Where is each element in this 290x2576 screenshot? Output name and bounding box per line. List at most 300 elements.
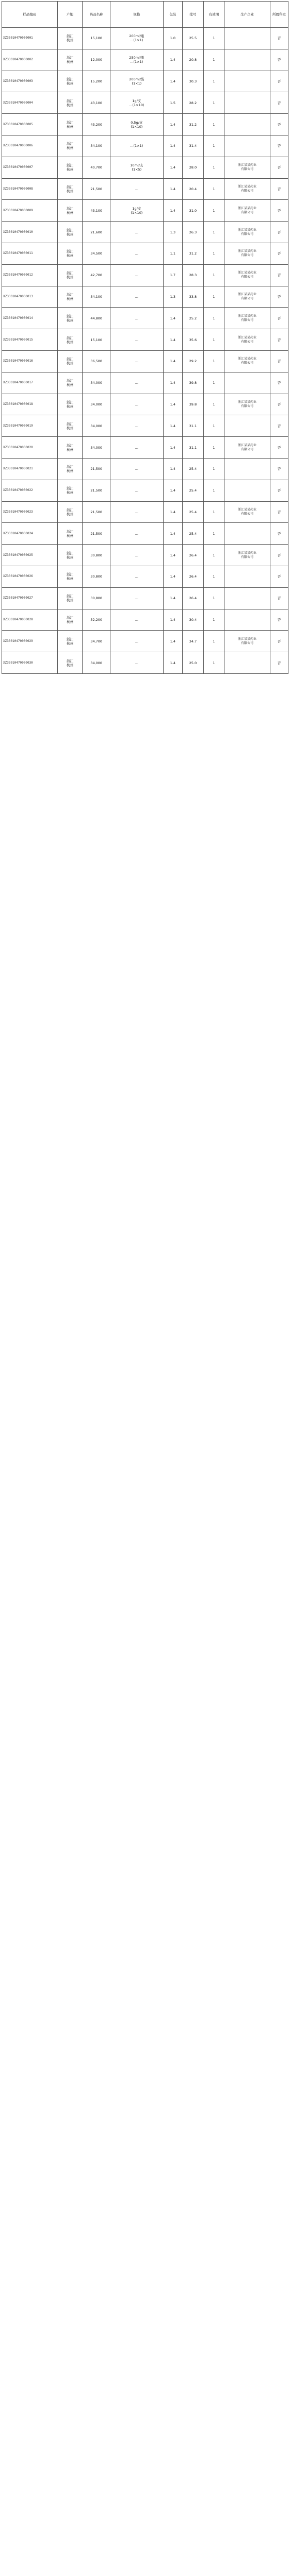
table-cell: 1.4 xyxy=(163,415,183,437)
header-cell: 批号 xyxy=(183,2,203,28)
table-cell: 40,700 xyxy=(83,157,110,178)
table-cell: 31.0 xyxy=(183,200,203,222)
table-cell: 1.4 xyxy=(163,480,183,501)
table-cell: 浙江 杭州 xyxy=(57,350,82,372)
table-row xyxy=(2,631,288,652)
table-cell: 1 xyxy=(203,609,224,631)
table-cell: 1 xyxy=(203,178,224,200)
table-cell: 否 xyxy=(270,222,288,243)
table-cell: 25.0 xyxy=(183,652,203,674)
table-cell: 28.2 xyxy=(183,92,203,114)
table-cell: 浙江某某药业 有限公司 xyxy=(224,178,270,200)
table-cell xyxy=(224,566,270,587)
table-cell: 浙江 杭州 xyxy=(57,566,82,587)
table-cell: 1.4 xyxy=(163,157,183,178)
table-cell: 浙江 杭州 xyxy=(57,308,82,329)
table-cell: ... xyxy=(110,415,163,437)
table-cell: 1 xyxy=(203,523,224,545)
table-cell: 否 xyxy=(270,243,288,264)
table-row xyxy=(2,587,288,609)
table-cell: 否 xyxy=(270,437,288,459)
table-cell: 浙江 杭州 xyxy=(57,49,82,71)
table-cell xyxy=(224,71,270,92)
table-cell: XZ33010470000009 xyxy=(2,200,58,222)
table-cell: 43,200 xyxy=(83,114,110,135)
table-cell: 33.8 xyxy=(183,286,203,308)
table-row xyxy=(2,523,288,545)
table-cell: XZ33010470000002 xyxy=(2,49,58,71)
table-cell: XZ33010470000022 xyxy=(2,480,58,501)
header-cell: 样品编码 xyxy=(2,2,58,28)
table-cell: 1 xyxy=(203,566,224,587)
table-cell: 30,800 xyxy=(83,566,110,587)
table-cell: 1 xyxy=(203,286,224,308)
table-row xyxy=(2,415,288,437)
table-cell: 1 xyxy=(203,28,224,49)
table-cell: 浙江 杭州 xyxy=(57,458,82,480)
table-cell: 浙江某某药业 有限公司 xyxy=(224,222,270,243)
table-cell xyxy=(224,92,270,114)
table-cell: 26.4 xyxy=(183,566,203,587)
table-cell: 否 xyxy=(270,178,288,200)
table-cell: XZ33010470000024 xyxy=(2,523,58,545)
table-row xyxy=(2,92,288,114)
table-cell: 10ml/支 (1×5) xyxy=(110,157,163,178)
table-row xyxy=(2,394,288,415)
table-row xyxy=(2,372,288,394)
table-cell: 34,100 xyxy=(83,135,110,157)
table-row xyxy=(2,480,288,501)
table-row xyxy=(2,114,288,135)
table-cell: 25.4 xyxy=(183,480,203,501)
table-row xyxy=(2,222,288,243)
table-cell: 否 xyxy=(270,200,288,222)
table-cell: 34,000 xyxy=(83,372,110,394)
table-cell: 浙江某某药业 有限公司 xyxy=(224,437,270,459)
table-cell: ... xyxy=(110,566,163,587)
table-cell: 1 xyxy=(203,135,224,157)
table-cell: 21,500 xyxy=(83,178,110,200)
table-cell: 1 xyxy=(203,545,224,566)
table-cell: 否 xyxy=(270,28,288,49)
table-cell xyxy=(224,28,270,49)
table-cell: ...(1×1) xyxy=(110,135,163,157)
table-cell: 1 xyxy=(203,71,224,92)
table-cell: 21,500 xyxy=(83,523,110,545)
table-cell: 34,500 xyxy=(83,243,110,264)
table-cell: 1 xyxy=(203,501,224,523)
table-cell: 1 xyxy=(203,92,224,114)
table-row xyxy=(2,329,288,351)
table-cell: 34,700 xyxy=(83,631,110,652)
table-cell xyxy=(224,415,270,437)
table-cell: 34,000 xyxy=(83,394,110,415)
table-cell: ... xyxy=(110,501,163,523)
table-cell: XZ33010470000025 xyxy=(2,545,58,566)
table-cell: 否 xyxy=(270,480,288,501)
table-cell: 1.4 xyxy=(163,631,183,652)
table-cell: XZ33010470000016 xyxy=(2,350,58,372)
header-cell: 规格 xyxy=(110,2,163,28)
table-cell: 1 xyxy=(203,480,224,501)
table-row xyxy=(2,652,288,674)
header-cell: 所属科室 xyxy=(270,2,288,28)
table-cell: ... xyxy=(110,350,163,372)
table-cell xyxy=(224,480,270,501)
table-cell: 1.4 xyxy=(163,372,183,394)
table-cell: 否 xyxy=(270,501,288,523)
table-cell: 否 xyxy=(270,114,288,135)
table-cell: 43,100 xyxy=(83,92,110,114)
table-cell: XZ33010470000013 xyxy=(2,286,58,308)
table-cell: 1 xyxy=(203,350,224,372)
table-cell: 浙江某某药业 有限公司 xyxy=(224,350,270,372)
table-cell xyxy=(224,523,270,545)
table-cell xyxy=(224,458,270,480)
table-cell: 30.3 xyxy=(183,71,203,92)
table-cell: 否 xyxy=(270,458,288,480)
table-cell: 21,500 xyxy=(83,458,110,480)
table-cell: 15,100 xyxy=(83,28,110,49)
table-cell: ... xyxy=(110,372,163,394)
table-cell: 26.4 xyxy=(183,587,203,609)
table-cell: 30.4 xyxy=(183,609,203,631)
table-cell: 1 xyxy=(203,264,224,286)
table-cell: 43,100 xyxy=(83,200,110,222)
table-cell xyxy=(224,49,270,71)
table-cell: 1 xyxy=(203,372,224,394)
table-cell: 浙江某某药业 有限公司 xyxy=(224,545,270,566)
table-row xyxy=(2,458,288,480)
table-cell: 26.3 xyxy=(183,222,203,243)
table-cell: 浙江 杭州 xyxy=(57,609,82,631)
table-cell: XZ33010470000027 xyxy=(2,587,58,609)
table-cell: 1.4 xyxy=(163,458,183,480)
table-cell: XZ33010470000020 xyxy=(2,437,58,459)
table-cell: 34,000 xyxy=(83,437,110,459)
table-cell: 浙江 杭州 xyxy=(57,114,82,135)
table-body xyxy=(2,28,288,674)
table-cell: XZ33010470000030 xyxy=(2,652,58,674)
table-cell: 1.4 xyxy=(163,350,183,372)
table-cell: 34,000 xyxy=(83,652,110,674)
table-cell: 1.7 xyxy=(163,264,183,286)
table-cell: 1 xyxy=(203,243,224,264)
table-cell: 29.2 xyxy=(183,350,203,372)
table-cell: 浙江某某药业 有限公司 xyxy=(224,243,270,264)
table-cell: 浙江 杭州 xyxy=(57,71,82,92)
table-cell: XZ33010470000003 xyxy=(2,71,58,92)
table-row xyxy=(2,609,288,631)
table-cell: 1g/支 (1×10) xyxy=(110,200,163,222)
table-cell: XZ33010470000015 xyxy=(2,329,58,351)
table-cell: 1 xyxy=(203,458,224,480)
table-cell: ... xyxy=(110,545,163,566)
table-cell: 浙江 杭州 xyxy=(57,178,82,200)
table-row xyxy=(2,286,288,308)
table-cell: 浙江 杭州 xyxy=(57,415,82,437)
table-cell: 否 xyxy=(270,523,288,545)
table-cell: ... xyxy=(110,178,163,200)
document-sheet xyxy=(0,1,290,2576)
table-cell: XZ33010470000004 xyxy=(2,92,58,114)
table-cell: XZ33010470000007 xyxy=(2,157,58,178)
table-cell: 1 xyxy=(203,222,224,243)
table-row xyxy=(2,243,288,264)
table-cell: 浙江某某药业 有限公司 xyxy=(224,200,270,222)
table-cell: 21,500 xyxy=(83,501,110,523)
table-cell: XZ33010470000026 xyxy=(2,566,58,587)
table-row xyxy=(2,157,288,178)
table-cell xyxy=(224,587,270,609)
table-cell: XZ33010470000023 xyxy=(2,501,58,523)
table-cell: ... xyxy=(110,286,163,308)
table-cell: XZ33010470000008 xyxy=(2,178,58,200)
table-row xyxy=(2,264,288,286)
table-cell: XZ33010470000019 xyxy=(2,415,58,437)
table-cell: 浙江 杭州 xyxy=(57,587,82,609)
table-cell: ... xyxy=(110,587,163,609)
table-cell: 1 xyxy=(203,587,224,609)
table-cell: 否 xyxy=(270,286,288,308)
table-cell xyxy=(224,609,270,631)
table-cell: 0.5g/支 (1×10) xyxy=(110,114,163,135)
table-cell: 35.6 xyxy=(183,329,203,351)
table-cell: 20.4 xyxy=(183,178,203,200)
table-cell: 1 xyxy=(203,329,224,351)
table-cell: 1.4 xyxy=(163,652,183,674)
table-cell: 浙江 杭州 xyxy=(57,264,82,286)
table-cell: 31.1 xyxy=(183,437,203,459)
table-cell: 1 xyxy=(203,157,224,178)
table-cell: 1.4 xyxy=(163,114,183,135)
table-cell: 否 xyxy=(270,631,288,652)
table-cell: ... xyxy=(110,437,163,459)
table-cell: 否 xyxy=(270,49,288,71)
table-cell: 20.8 xyxy=(183,49,203,71)
table-cell: 1 xyxy=(203,114,224,135)
table-cell: 浙江 杭州 xyxy=(57,437,82,459)
table-cell: 1.4 xyxy=(163,587,183,609)
table-cell: 浙江 杭州 xyxy=(57,372,82,394)
table-cell: 1 xyxy=(203,49,224,71)
table-cell: 否 xyxy=(270,609,288,631)
header-cell: 有效期 xyxy=(203,2,224,28)
table-cell: 1 xyxy=(203,415,224,437)
table-cell: 浙江某某药业 有限公司 xyxy=(224,501,270,523)
table-cell xyxy=(224,114,270,135)
table-cell: 31.4 xyxy=(183,135,203,157)
table-cell: 浙江 杭州 xyxy=(57,222,82,243)
table-row xyxy=(2,200,288,222)
table-cell: ... xyxy=(110,222,163,243)
table-cell: 浙江某某药业 有限公司 xyxy=(224,264,270,286)
table-cell: 34,100 xyxy=(83,286,110,308)
table-cell: ... xyxy=(110,329,163,351)
table-cell: 1.1 xyxy=(163,243,183,264)
table-cell: XZ33010470000010 xyxy=(2,222,58,243)
table-row xyxy=(2,545,288,566)
table-cell: 浙江某某药业 有限公司 xyxy=(224,631,270,652)
table-cell: 否 xyxy=(270,587,288,609)
table-cell: 31.1 xyxy=(183,415,203,437)
table-cell: 200ml/袋 (1×1) xyxy=(110,71,163,92)
table-cell: XZ33010470000028 xyxy=(2,609,58,631)
table-cell: 浙江 杭州 xyxy=(57,92,82,114)
data-table xyxy=(2,1,288,674)
table-cell: XZ33010470000029 xyxy=(2,631,58,652)
table-row xyxy=(2,501,288,523)
table-cell: ... xyxy=(110,308,163,329)
table-cell: 1 xyxy=(203,200,224,222)
table-cell: 30,800 xyxy=(83,587,110,609)
table-row xyxy=(2,28,288,49)
table-cell: 1.3 xyxy=(163,286,183,308)
table-cell: 39.8 xyxy=(183,394,203,415)
table-cell: 1.4 xyxy=(163,437,183,459)
table-cell xyxy=(224,135,270,157)
table-cell: 1 xyxy=(203,394,224,415)
table-cell: 31.2 xyxy=(183,114,203,135)
table-cell: 否 xyxy=(270,372,288,394)
table-cell: 否 xyxy=(270,350,288,372)
table-row xyxy=(2,566,288,587)
table-cell: 浙江 杭州 xyxy=(57,286,82,308)
table-cell xyxy=(224,372,270,394)
header-cell: 产地 xyxy=(57,2,82,28)
table-cell: 浙江 杭州 xyxy=(57,631,82,652)
table-cell: XZ33010470000005 xyxy=(2,114,58,135)
table-cell: 1.4 xyxy=(163,609,183,631)
table-cell: 浙江 杭州 xyxy=(57,523,82,545)
table-cell xyxy=(224,652,270,674)
table-cell: 32,200 xyxy=(83,609,110,631)
table-cell: 浙江 杭州 xyxy=(57,652,82,674)
table-cell: 21,600 xyxy=(83,222,110,243)
table-cell: 浙江 杭州 xyxy=(57,243,82,264)
table-header-row xyxy=(2,2,288,28)
table-cell: 1.0 xyxy=(163,28,183,49)
table-row xyxy=(2,437,288,459)
table-cell: 1 xyxy=(203,631,224,652)
table-cell: 1.3 xyxy=(163,222,183,243)
table-cell: ... xyxy=(110,652,163,674)
table-cell: 1.4 xyxy=(163,135,183,157)
table-cell: 浙江 杭州 xyxy=(57,480,82,501)
table-cell: 1.4 xyxy=(163,49,183,71)
table-row xyxy=(2,71,288,92)
table-cell: 否 xyxy=(270,329,288,351)
table-cell: 15,200 xyxy=(83,71,110,92)
table-cell: ... xyxy=(110,243,163,264)
table-cell: 否 xyxy=(270,135,288,157)
table-cell: 200ml/瓶 ...(1×1) xyxy=(110,28,163,49)
table-cell: 42,700 xyxy=(83,264,110,286)
table-cell: XZ33010470000012 xyxy=(2,264,58,286)
table-cell: 浙江 杭州 xyxy=(57,394,82,415)
table-cell: 1.4 xyxy=(163,329,183,351)
table-cell: ... xyxy=(110,458,163,480)
table-cell: 否 xyxy=(270,545,288,566)
table-cell: 34,000 xyxy=(83,415,110,437)
table-cell: 浙江某某药业 有限公司 xyxy=(224,286,270,308)
table-cell: 否 xyxy=(270,71,288,92)
table-cell: 浙江某某药业 有限公司 xyxy=(224,394,270,415)
table-cell: 否 xyxy=(270,652,288,674)
table-cell: 1.4 xyxy=(163,501,183,523)
table-cell: 浙江 杭州 xyxy=(57,501,82,523)
table-cell: ... xyxy=(110,394,163,415)
table-cell: 浙江 杭州 xyxy=(57,135,82,157)
table-cell: 25.2 xyxy=(183,308,203,329)
table-cell: 否 xyxy=(270,308,288,329)
table-cell: 否 xyxy=(270,157,288,178)
table-cell: 250ml/瓶 ...(1×1) xyxy=(110,49,163,71)
table-cell: 浙江某某药业 有限公司 xyxy=(224,157,270,178)
table-cell: 25.4 xyxy=(183,523,203,545)
table-cell: 否 xyxy=(270,415,288,437)
table-cell: 34.7 xyxy=(183,631,203,652)
table-cell: 1.4 xyxy=(163,566,183,587)
header-cell: 生产企业 xyxy=(224,2,270,28)
table-cell: 25.4 xyxy=(183,458,203,480)
table-cell: 36,500 xyxy=(83,350,110,372)
table-cell: 1 xyxy=(203,437,224,459)
table-cell: 浙江 杭州 xyxy=(57,157,82,178)
table-cell: 1.4 xyxy=(163,394,183,415)
table-cell: 1.5 xyxy=(163,92,183,114)
table-cell: XZ33010470000001 xyxy=(2,28,58,49)
table-row xyxy=(2,135,288,157)
table-cell: ... xyxy=(110,480,163,501)
table-cell: 1.4 xyxy=(163,71,183,92)
table-cell: 21,500 xyxy=(83,480,110,501)
table-cell: 否 xyxy=(270,566,288,587)
table-cell: 1.4 xyxy=(163,545,183,566)
table-cell: XZ33010470000017 xyxy=(2,372,58,394)
table-cell: 30,800 xyxy=(83,545,110,566)
table-cell: 1.4 xyxy=(163,308,183,329)
table-row xyxy=(2,49,288,71)
table-cell: 28.0 xyxy=(183,157,203,178)
table-cell: 12,000 xyxy=(83,49,110,71)
header-cell: 包装 xyxy=(163,2,183,28)
table-cell: ... xyxy=(110,631,163,652)
table-cell: 25.5 xyxy=(183,28,203,49)
table-cell: 否 xyxy=(270,394,288,415)
header-cell: 药品名称 xyxy=(83,2,110,28)
table-cell: 浙江 杭州 xyxy=(57,28,82,49)
table-cell: XZ33010470000018 xyxy=(2,394,58,415)
table-cell: 1.4 xyxy=(163,200,183,222)
table-cell: 1 xyxy=(203,652,224,674)
table-cell: 44,800 xyxy=(83,308,110,329)
table-cell: XZ33010470000006 xyxy=(2,135,58,157)
table-cell: 否 xyxy=(270,92,288,114)
table-row xyxy=(2,350,288,372)
table-cell: 浙江 杭州 xyxy=(57,200,82,222)
table-cell: XZ33010470000011 xyxy=(2,243,58,264)
table-cell: 31.2 xyxy=(183,243,203,264)
table-cell: 1.4 xyxy=(163,178,183,200)
table-row xyxy=(2,178,288,200)
table-cell: ... xyxy=(110,264,163,286)
table-cell: XZ33010470000021 xyxy=(2,458,58,480)
table-cell: 15,100 xyxy=(83,329,110,351)
table-cell: 1.4 xyxy=(163,523,183,545)
table-cell: 25.4 xyxy=(183,501,203,523)
table-cell: 否 xyxy=(270,264,288,286)
